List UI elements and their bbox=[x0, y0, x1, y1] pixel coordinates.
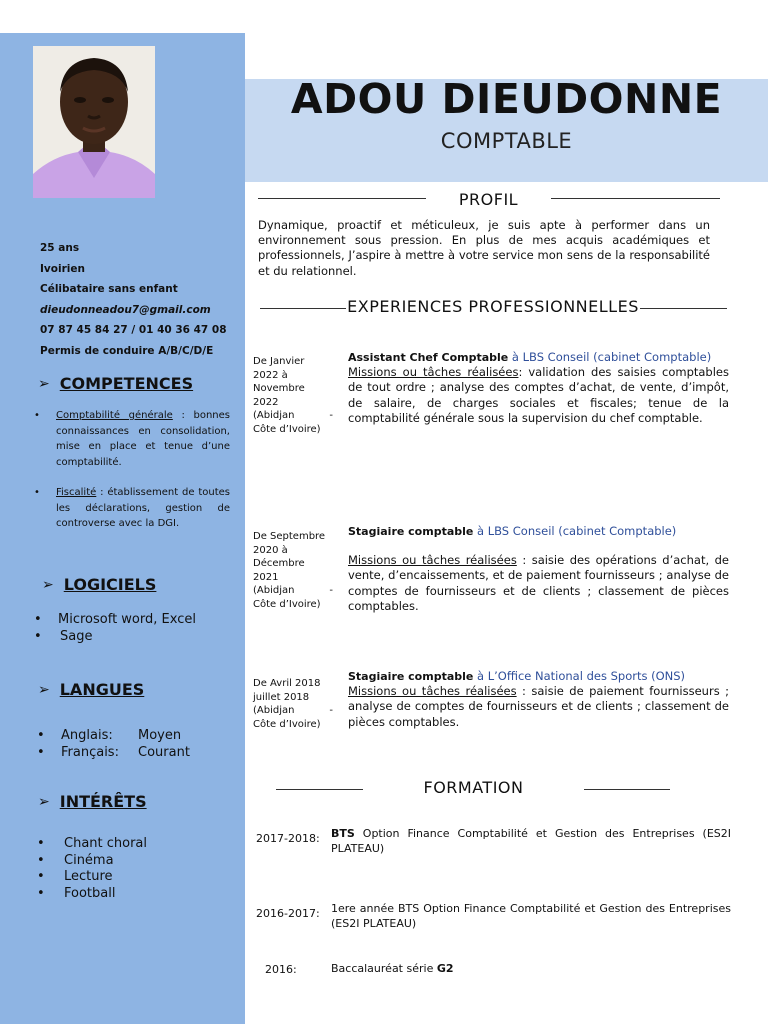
list-item: • Sage bbox=[34, 629, 196, 646]
arrow-bullet-icon: ➢ bbox=[38, 793, 50, 810]
list-item: • Comptabilité générale : bonnes connaissances en consolidation, mise en place et tenue d’une comptabilité. bbox=[34, 408, 230, 470]
missions-text: : saisie des opérations d’achat, de vente, d’encaissements, et de paiement fournisseurs ; analyse de comptes de fournisseurs et de clients ; classement de pièces comptables. bbox=[348, 553, 729, 613]
experience-org: à L’Office National des Sports (ONS) bbox=[473, 669, 686, 683]
formation-heading: FORMATION bbox=[423, 778, 524, 797]
marital-status: Célibataire sans enfant bbox=[40, 283, 178, 295]
experience-date: De Septembre 2020 à Décembre 2021 (Abidjan - Côte d’Ivoire) bbox=[253, 531, 333, 610]
driving-license: Permis de conduire A/B/C/D/E bbox=[40, 344, 214, 357]
langues-heading: ➢ LANGUES bbox=[38, 680, 145, 699]
experience-entry bbox=[348, 350, 729, 426]
candidate-name: ADOU DIEUDONNE bbox=[290, 75, 723, 123]
arrow-bullet-icon: ➢ bbox=[38, 375, 50, 392]
arrow-bullet-icon: ➢ bbox=[38, 681, 50, 698]
nationality: Ivoirien bbox=[40, 262, 85, 275]
experience-org: à LBS Conseil (cabinet Comptable) bbox=[473, 524, 677, 538]
missions-text: : saisie de paiement fournisseurs ; analyse de comptes de fournisseurs et de clients ; classement de pièces comptables. bbox=[348, 684, 729, 729]
divider-line bbox=[584, 789, 670, 790]
list-item: • Lecture bbox=[37, 869, 147, 886]
missions-label: Missions ou tâches réalisées bbox=[348, 553, 517, 568]
person-portrait-icon bbox=[33, 46, 155, 198]
formation-entry: 1ere année BTS Option Finance Comptabilité et Gestion des Entreprises (ES2I PLATEAU) bbox=[331, 902, 731, 930]
profil-text: Dynamique, proactif et méticuleux, je suis apte à performer dans un environnement sous pression. En plus de mes acquis académiques et professionnels, J’aspire à mettre à votre service mon sens de la responsabilité et du relationnel. bbox=[258, 218, 710, 278]
experience-role: Stagiaire comptable bbox=[348, 670, 474, 683]
divider-line bbox=[260, 308, 346, 309]
list-item: • Fiscalité : établissement de toutes les déclarations, gestion de controverse avec la DGI. bbox=[34, 485, 230, 532]
competences-list bbox=[34, 408, 230, 532]
formation-entry: Baccalauréat série G2 bbox=[331, 962, 454, 975]
langues-list bbox=[37, 728, 190, 761]
experience-entry bbox=[348, 524, 729, 614]
experience-date: De Janvier 2022 à Novembre 2022 (Abidjan - Côte d’Ivoire) bbox=[253, 356, 333, 435]
formation-entry: BTS Option Finance Comptabilité et Gestion des Entreprises (ES2I PLATEAU) bbox=[331, 827, 731, 855]
divider-line bbox=[258, 198, 426, 199]
formation-year: 2016: bbox=[265, 963, 297, 976]
experience-date: De Avril 2018 juillet 2018 (Abidjan - Côte d’Ivoire) bbox=[253, 678, 333, 730]
divider-line bbox=[640, 308, 727, 309]
list-item: • Cinéma bbox=[37, 853, 147, 870]
list-item: • Chant choral bbox=[37, 836, 147, 853]
logiciels-heading: ➢ LOGICIELS bbox=[42, 575, 157, 594]
email-address[interactable]: dieudonneadou7@gmail.com bbox=[40, 303, 211, 316]
experience-entry bbox=[348, 669, 729, 730]
divider-line bbox=[276, 789, 363, 790]
interets-heading: ➢ INTÉRÊTS bbox=[38, 792, 147, 811]
personal-info bbox=[40, 238, 227, 361]
list-item: • Microsoft word, Excel bbox=[34, 612, 196, 629]
job-title: COMPTABLE bbox=[440, 129, 573, 153]
formation-year: 2016-2017: bbox=[256, 907, 320, 920]
list-item: • Français: Courant bbox=[37, 745, 190, 762]
missions-label: Missions ou tâches réalisées bbox=[348, 684, 517, 699]
interets-list bbox=[37, 836, 147, 902]
competences-heading: ➢ COMPETENCES bbox=[38, 374, 194, 393]
profil-heading: PROFIL bbox=[458, 190, 519, 209]
profile-photo bbox=[33, 46, 155, 198]
formation-year: 2017-2018: bbox=[256, 832, 320, 845]
divider-line bbox=[551, 198, 720, 199]
age: 25 ans bbox=[40, 242, 80, 254]
missions-text: : validation des saisies comptables de tout ordre ; analyse des comptes d’achat, de vente, d’impôt, de salaire, de charges sociales et fiscales; tenue de la comptabilité générale sous la supervision du chef comptable. bbox=[348, 365, 729, 425]
arrow-bullet-icon: ➢ bbox=[42, 576, 54, 593]
experiences-heading: EXPERIENCES PROFESSIONNELLES bbox=[347, 297, 639, 316]
experience-role: Assistant Chef Comptable bbox=[348, 351, 509, 364]
list-item: • Anglais: Moyen bbox=[37, 728, 190, 745]
missions-label: Missions ou tâches réalisées bbox=[348, 365, 519, 380]
experience-role: Stagiaire comptable bbox=[348, 525, 474, 538]
phone-numbers: 07 87 45 84 27 / 01 40 36 47 08 bbox=[40, 324, 227, 336]
experience-org: à LBS Conseil (cabinet Comptable) bbox=[508, 350, 712, 364]
list-item: • Football bbox=[37, 886, 147, 903]
logiciels-list bbox=[34, 612, 196, 645]
